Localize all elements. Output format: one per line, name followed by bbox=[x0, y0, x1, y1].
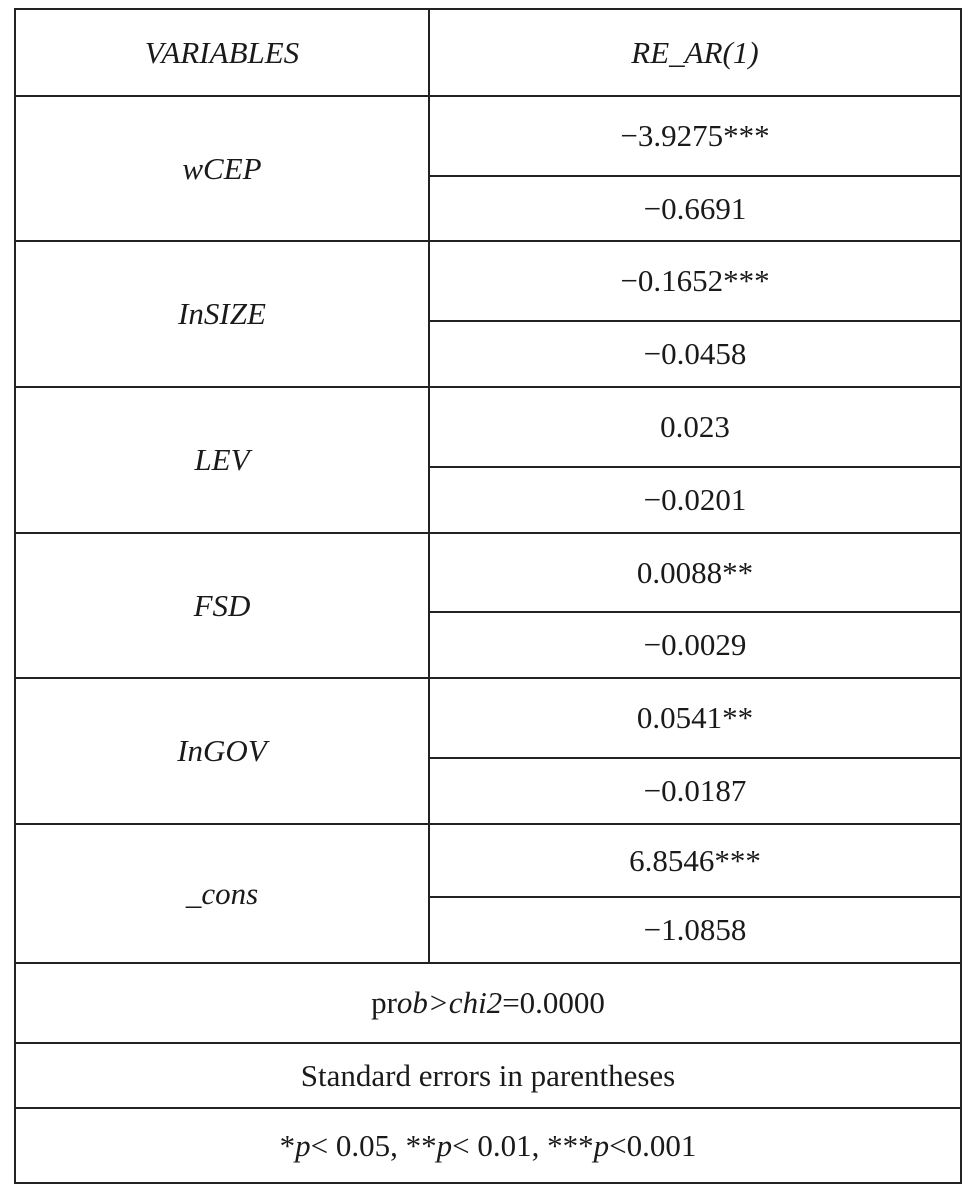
sig-p: p bbox=[295, 1127, 311, 1163]
significance-note bbox=[15, 1108, 961, 1183]
prob-label: ob>chi2 bbox=[396, 985, 503, 1020]
prob-chi2 bbox=[15, 963, 961, 1043]
prob-prefix: pr bbox=[371, 985, 397, 1020]
sig-threshold: <0.001 bbox=[609, 1127, 697, 1163]
variable-name: FSD bbox=[15, 533, 429, 678]
standard-errors-note: Standard errors in parentheses bbox=[15, 1043, 961, 1108]
variable-name: wCEP bbox=[15, 96, 429, 241]
sig-stars: * bbox=[279, 1127, 296, 1163]
header-variables: VARIABLES bbox=[15, 9, 429, 96]
table-row bbox=[15, 533, 961, 612]
sig-threshold: < 0.05, bbox=[310, 1127, 406, 1163]
coefficient: 6.8546*** bbox=[429, 824, 961, 897]
variable-name: InGOV bbox=[15, 678, 429, 824]
prob-value: =0.0000 bbox=[502, 985, 605, 1020]
sig-p: p bbox=[593, 1127, 610, 1163]
standard-error: −0.0201 bbox=[429, 467, 961, 533]
coefficient: −3.9275*** bbox=[429, 96, 961, 176]
table-row bbox=[15, 824, 961, 897]
header-model: RE_AR(1) bbox=[429, 9, 961, 96]
coefficient: −0.1652*** bbox=[429, 241, 961, 321]
coefficient: 0.023 bbox=[429, 387, 961, 467]
coefficient: 0.0541** bbox=[429, 678, 961, 758]
variable-name: _cons bbox=[15, 824, 429, 963]
header-row bbox=[15, 9, 961, 96]
standard-error: −0.0187 bbox=[429, 758, 961, 824]
table-row bbox=[15, 387, 961, 467]
standard-error: −0.0458 bbox=[429, 321, 961, 387]
regression-table bbox=[14, 8, 962, 1184]
variable-name: LEV bbox=[15, 387, 429, 533]
table-row bbox=[15, 241, 961, 321]
sig-threshold: < 0.01, bbox=[452, 1127, 548, 1163]
standard-error: −0.0029 bbox=[429, 612, 961, 678]
standard-error: −0.6691 bbox=[429, 176, 961, 241]
note-row bbox=[15, 1043, 961, 1108]
standard-error: −1.0858 bbox=[429, 897, 961, 963]
coefficient: 0.0088** bbox=[429, 533, 961, 612]
variable-name: InSIZE bbox=[15, 241, 429, 387]
table-row bbox=[15, 678, 961, 758]
sig-p: p bbox=[436, 1127, 453, 1163]
prob-row bbox=[15, 963, 961, 1043]
table-row bbox=[15, 96, 961, 176]
significance-row bbox=[15, 1108, 961, 1183]
sig-stars: ** bbox=[405, 1127, 437, 1163]
sig-stars: *** bbox=[547, 1127, 594, 1163]
